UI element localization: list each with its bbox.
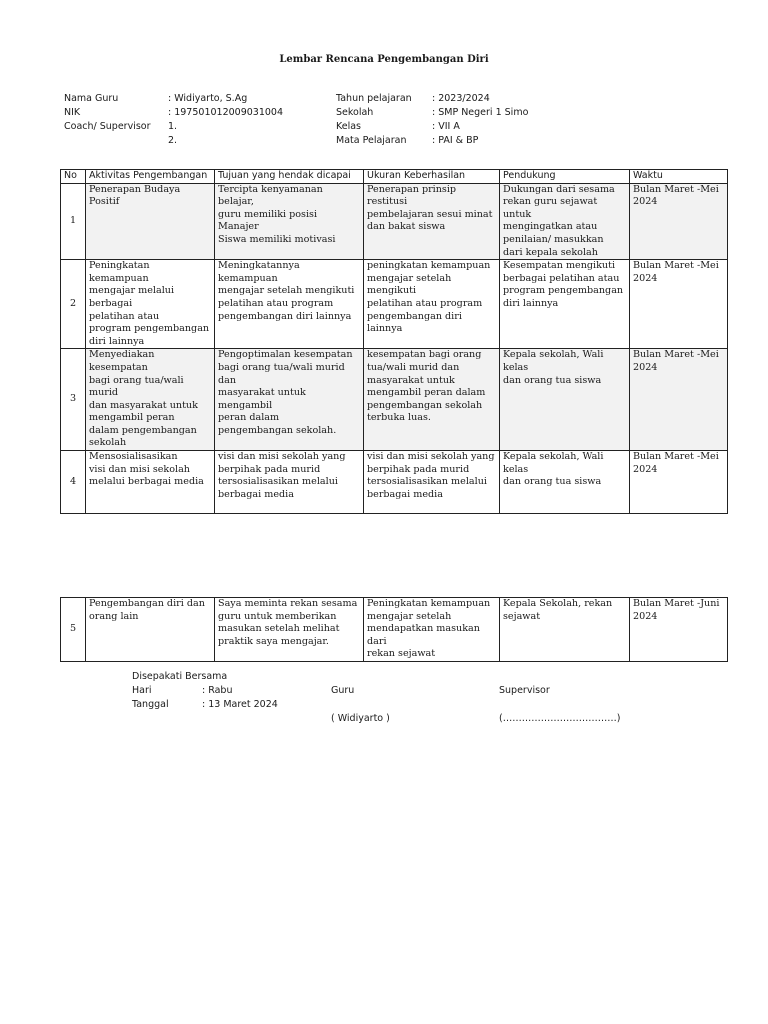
info-label-sekolah: Sekolah — [336, 107, 374, 118]
cell-no: 2 — [61, 260, 86, 349]
cell-pendukung: Kepala sekolah, Wali kelas dan orang tua siswa — [500, 349, 630, 451]
cell-waktu: Bulan Maret -Juni 2024 — [630, 598, 728, 662]
cell-waktu: Bulan Maret -Mei 2024 — [630, 451, 728, 514]
info-label-kelas: Kelas — [336, 121, 362, 132]
cell-tujuan: Pengoptimalan kesempatan bagi orang tua/wali murid dan masyarakat untuk mengambil peran dalam pengembangan sekolah. — [215, 349, 364, 451]
cell-tujuan: Saya meminta rekan sesama guru untuk memberikan masukan setelah melihat praktik saya mengajar. — [215, 598, 364, 662]
cell-ukuran: Penerapan prinsip restitusi pembelajaran sesui minat dan bakat siswa — [364, 183, 500, 260]
cell-aktivitas: Mensosialisasikan visi dan misi sekolah melalui berbagai media — [86, 451, 215, 514]
info-value-tahun: : 2023/2024 — [432, 93, 490, 104]
cell-waktu: Bulan Maret -Mei 2024 — [630, 260, 728, 349]
cell-waktu: Bulan Maret -Mei 2024 — [630, 183, 728, 260]
info-value-nik: : 197501012009031004 — [168, 107, 284, 118]
cell-pendukung: Kesempatan mengikuti berbagai pelatihan atau program pengembangan diri lainnya — [500, 260, 630, 349]
cell-no: 5 — [61, 598, 86, 662]
table-row — [61, 183, 728, 260]
cell-aktivitas: Menyediakan kesempatan bagi orang tua/wali murid dan masyarakat untuk mengambil peran dalam pengembangan sekolah — [86, 349, 215, 451]
table-row — [61, 349, 728, 451]
info-value-coach-2: 2. — [168, 135, 178, 146]
cell-ukuran: peningkatan kemampuan mengajar setelah mengikuti pelatihan atau program pengembangan diri lainnya — [364, 260, 500, 349]
info-label-mapel: Mata Pelajaran — [336, 135, 407, 146]
header-tujuan: Tujuan yang hendak dicapai — [215, 170, 364, 184]
date-label: Tanggal — [132, 699, 169, 710]
header-pendukung: Pendukung — [500, 170, 630, 184]
info-value-mapel: : PAI & BP — [432, 135, 479, 146]
cell-no: 4 — [61, 451, 86, 514]
cell-no: 3 — [61, 349, 86, 451]
table-header-row — [61, 170, 728, 184]
cell-waktu: Bulan Maret -Mei 2024 — [630, 349, 728, 451]
day-value: : Rabu — [202, 685, 233, 696]
guru-signature-name: ( Widiyarto ) — [331, 713, 390, 724]
info-label-coach: Coach/ Supervisor — [64, 121, 151, 132]
info-value-sekolah: : SMP Negeri 1 Simo — [432, 107, 529, 118]
info-label-nama-guru: Nama Guru — [64, 93, 119, 104]
cell-pendukung: Kepala Sekolah, rekan sejawat — [500, 598, 630, 662]
info-value-nama-guru: : Widiyarto, S.Ag — [168, 93, 248, 104]
table-row — [61, 598, 728, 662]
guru-label: Guru — [331, 685, 355, 696]
info-value-coach-1: 1. — [168, 121, 178, 132]
date-value: : 13 Maret 2024 — [202, 699, 278, 710]
cell-tujuan: visi dan misi sekolah yang berpihak pada murid tersosialisasikan melalui berbagai media — [215, 451, 364, 514]
info-label-tahun: Tahun pelajaran — [336, 93, 412, 104]
header-aktivitas: Aktivitas Pengembangan — [86, 170, 215, 184]
cell-tujuan: Meningkatannya kemampuan mengajar setelah mengikuti pelatihan atau program pengembangan diri lainnya — [215, 260, 364, 349]
info-label-nik: NIK — [64, 107, 81, 118]
cell-aktivitas: Peningkatan kemampuan mengajar melalui berbagai pelatihan atau program pengembangan diri lainnya — [86, 260, 215, 349]
cell-no: 1 — [61, 183, 86, 260]
cell-aktivitas: Pengembangan diri dan orang lain — [86, 598, 215, 662]
document-title: Lembar Rencana Pengembangan Diri — [279, 54, 489, 65]
cell-ukuran: kesempatan bagi orang tua/wali murid dan masyarakat untuk mengambil peran dalam pengembangan sekolah terbuka luas. — [364, 349, 500, 451]
table-row — [61, 451, 728, 514]
plan-table-continued — [60, 597, 728, 662]
plan-table — [60, 169, 728, 514]
cell-tujuan: Tercipta kenyamanan belajar, guru memiliki posisi Manajer Siswa memiliki motivasi — [215, 183, 364, 260]
cell-aktivitas: Penerapan Budaya Positif — [86, 183, 215, 260]
cell-ukuran: visi dan misi sekolah yang berpihak pada murid tersosialisasikan melalui berbagai media — [364, 451, 500, 514]
cell-pendukung: Kepala sekolah, Wali kelas dan orang tua siswa — [500, 451, 630, 514]
agreement-label: Disepakati Bersama — [132, 671, 228, 682]
day-label: Hari — [132, 685, 152, 696]
info-value-kelas: : VII A — [432, 121, 460, 132]
supervisor-label: Supervisor — [499, 685, 550, 696]
table-row — [61, 260, 728, 349]
cell-pendukung: Dukungan dari sesama rekan guru sejawat untuk mengingatkan atau penilaian/ masukkan dari kepala sekolah — [500, 183, 630, 260]
cell-ukuran: Peningkatan kemampuan mengajar setelah mendapatkan masukan dari rekan sejawat — [364, 598, 500, 662]
supervisor-signature-name: (………………………………) — [499, 713, 621, 724]
header-no: No — [61, 170, 86, 184]
header-waktu: Waktu — [630, 170, 728, 184]
header-ukuran: Ukuran Keberhasilan — [364, 170, 500, 184]
